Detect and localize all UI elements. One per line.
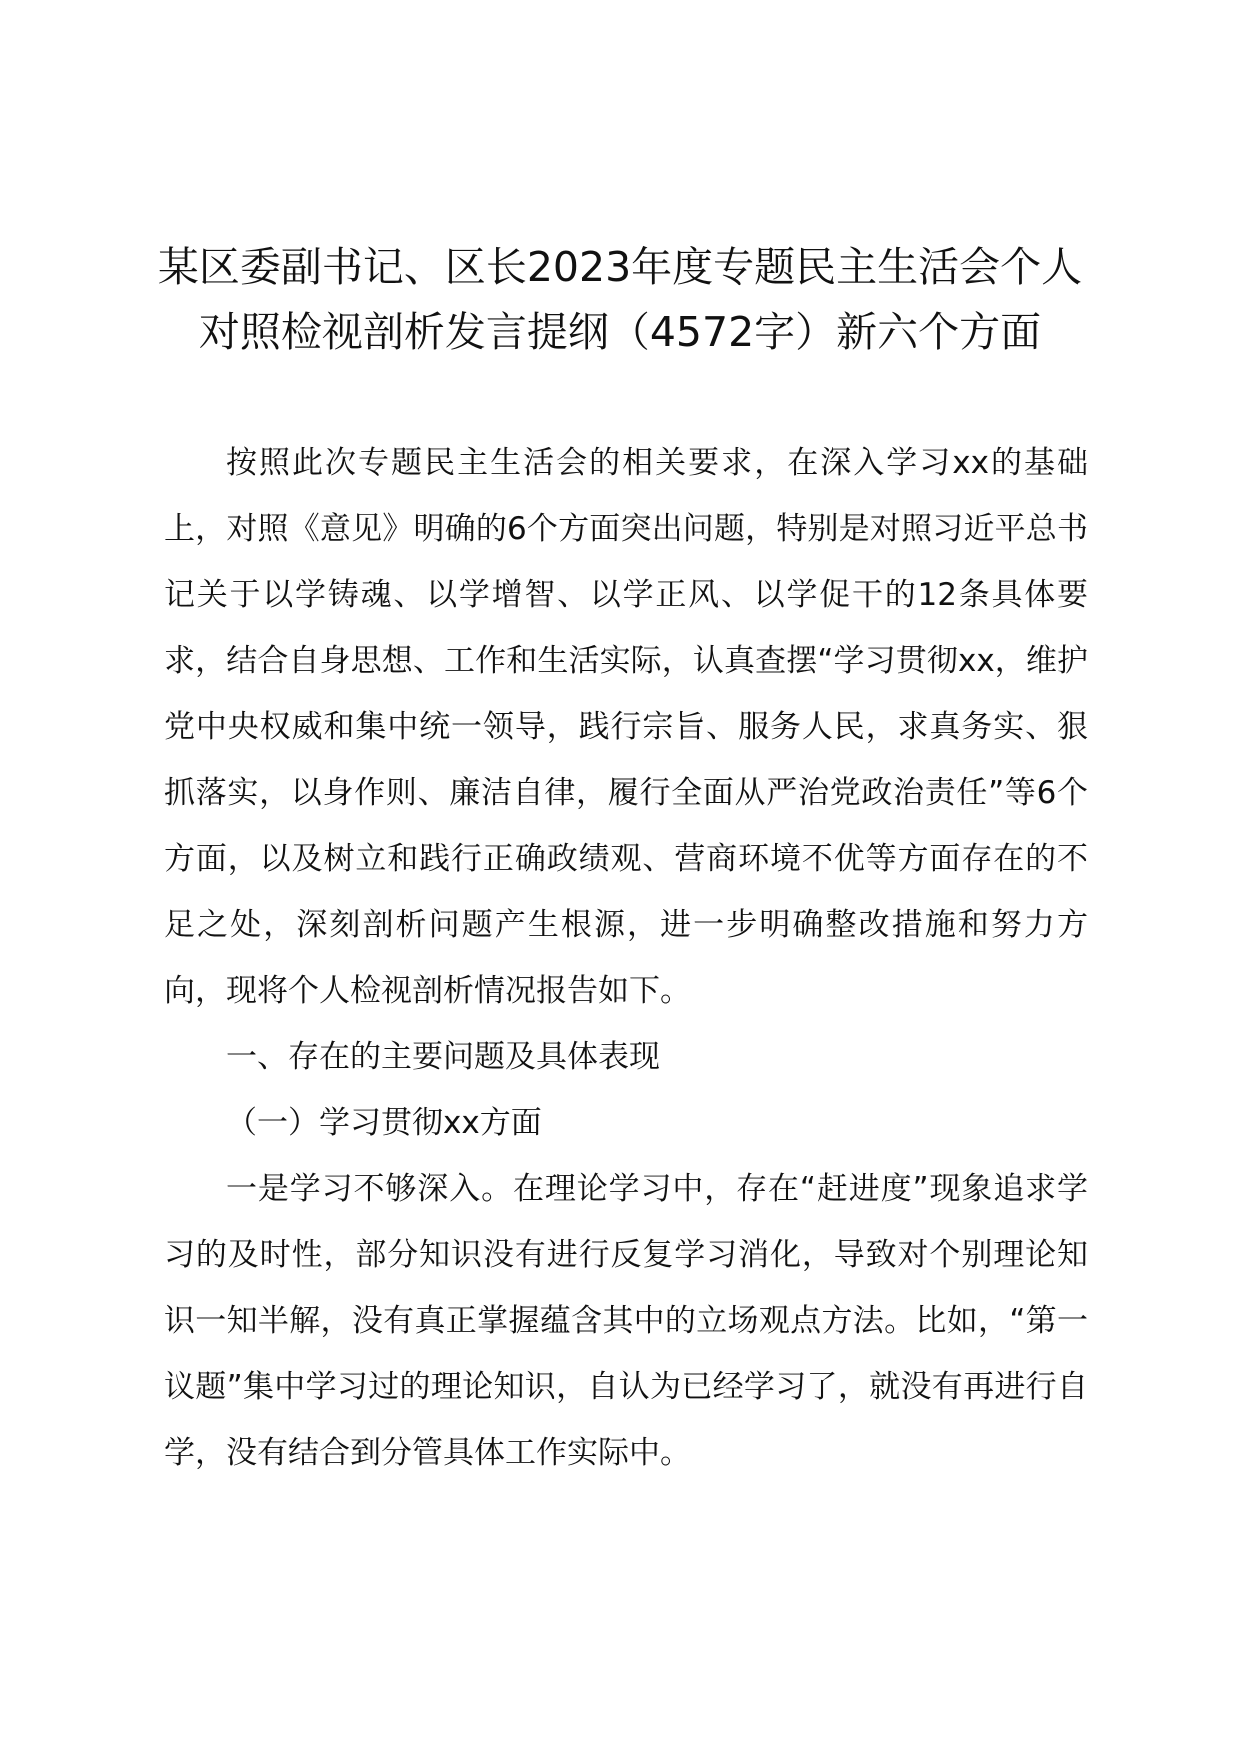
section-heading: 一、存在的主要问题及具体表现: [226, 1039, 660, 1075]
subsection-heading: （一）学习贯彻xx方面: [226, 1105, 542, 1141]
document-body: [164, 430, 1088, 1486]
document-title: 某区委副书记、区长2023年度专题民主生活会个人对照检视剖析发言提纲（4572字）新六个方面: [157, 243, 1083, 356]
point-paragraph: 一是学习不够深入。在理论学习中，存在“赶进度”现象追求学习的及时性，部分知识没有进行反复学习消化，导致对个别理论知识一知半解，没有真正掌握蕴含其中的立场观点方法。比如，“第一议题”集中学习过的理论知识，自认为已经学习了，就没有再进行自学，没有结合到分管具体工作实际中。: [164, 1171, 1088, 1471]
intro-paragraph: 按照此次专题民主生活会的相关要求，在深入学习xx的基础上，对照《意见》明确的6个方面突出问题，特别是对照习近平总书记关于以学铸魂、以学增智、以学正风、以学促干的12条具体要求，结合自身思想、工作和生活实际，认真查摆“学习贯彻xx，维护党中央权威和集中统一领导，践行宗旨、服务人民，求真务实、狠抓落实，以身作则、廉洁自律，履行全面从严治党政治责任”等6个方面，以及树立和践行正确政绩观、营商环境不优等方面存在的不足之处，深刻剖析问题产生根源，进一步明确整改措施和努力方向，现将个人检视剖析情况报告如下。: [164, 445, 1088, 1009]
